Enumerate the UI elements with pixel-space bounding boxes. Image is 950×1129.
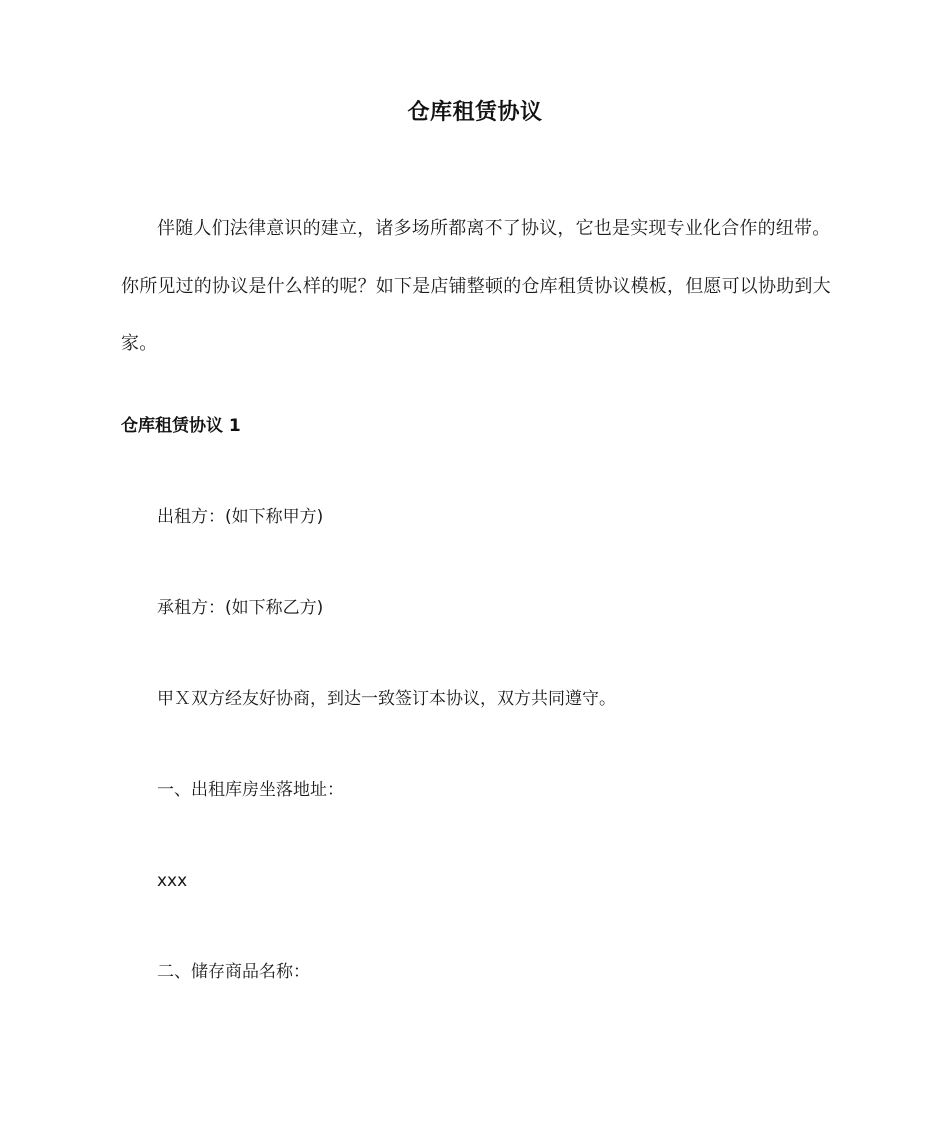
intro-paragraph: 伴随人们法律意识的建立，诸多场所都离不了协议，它也是实现专业化合作的纽带。你所见过的协议是什么样的呢？如下是店铺整顿的仓库租赁协议模板，但愿可以协助到大家。 xyxy=(121,218,831,354)
lessor-line: 出租方：(如下称甲方) xyxy=(157,507,324,527)
agreement-statement: 甲Ｘ双方经友好协商，到达一致签订本协议，双方共同遵守。 xyxy=(157,689,616,709)
section-heading: 仓库租赁协议 1 xyxy=(121,416,241,436)
clause-1-address-value: xxx xyxy=(157,871,188,891)
document-title: 仓库租赁协议 xyxy=(407,100,543,125)
clause-1-heading: 一、出租库房坐落地址： xyxy=(157,780,344,800)
clause-2-heading: 二、储存商品名称： xyxy=(157,962,310,982)
lessee-line: 承租方：(如下称乙方) xyxy=(157,598,324,618)
